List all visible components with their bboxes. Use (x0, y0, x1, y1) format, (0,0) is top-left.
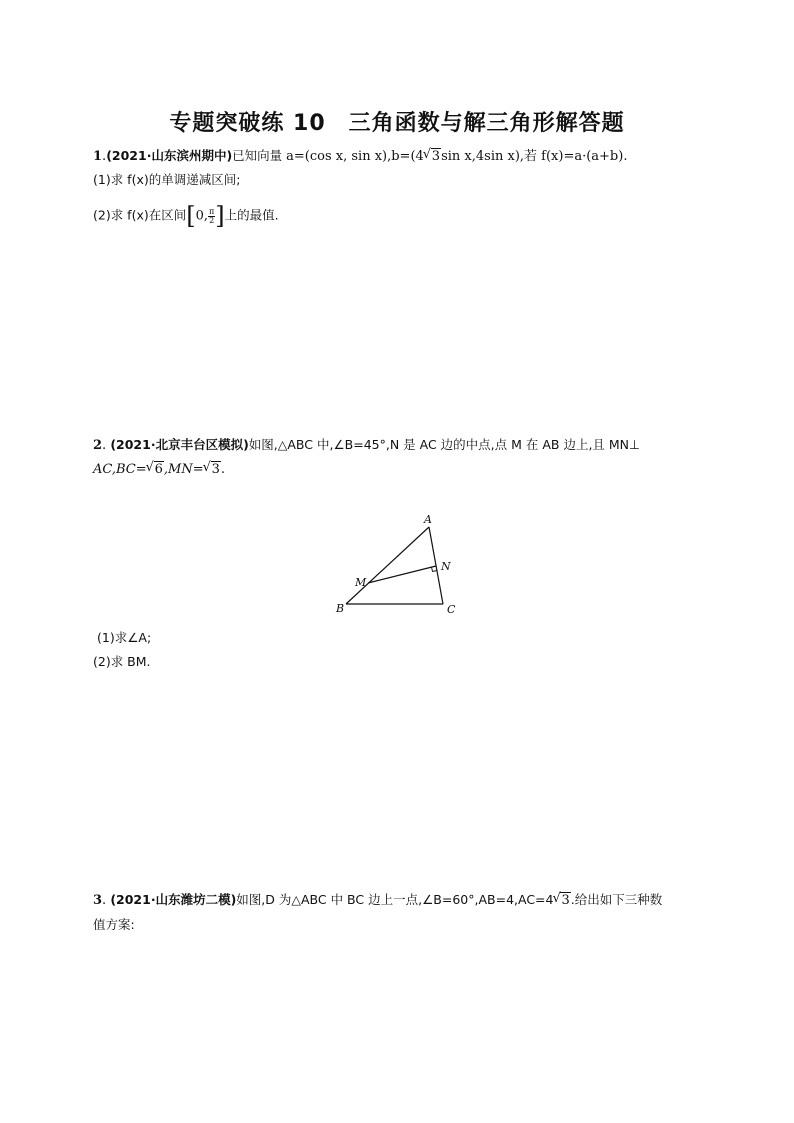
problem-2-part-2: (2)求 BM. (93, 654, 151, 669)
problem-2-source: (2021·北京丰台区模拟) (110, 437, 249, 452)
problem-2-line-1: 如图,△ABC 中,∠B=45°,N 是 AC 边的中点,点 M 在 AB 边上,且 MN⊥ (248, 437, 640, 452)
label-b: B (336, 602, 345, 615)
label-c: C (447, 603, 456, 616)
problem-1-vector-b: sin x,4sin x),若 (441, 149, 542, 164)
problem-1-stem-text: 已知向量 (232, 148, 287, 163)
problem-1-part-1: (1)求 f(x)的单调递减区间; (93, 172, 241, 187)
triangle-figure (330, 508, 470, 618)
sqrt-symbol: √ 3 (553, 892, 570, 910)
problem-1-part-2-tail: 上的最值. (224, 207, 279, 223)
problem-1-part-2 (93, 202, 279, 230)
problem-1-function: f(x)=a·(a+b). (541, 149, 628, 164)
problem-3-line-1: 如图,D 为△ABC 中 BC 边上一点,∠B=60°,AB=4,AC=4 (236, 892, 554, 907)
sqrt-symbol: √ 6 (147, 461, 164, 479)
problem-2-part-1: (1)求∠A; (97, 630, 152, 645)
problem-1-vector-a: a=(cos x, sin x),b=(4 (286, 149, 424, 164)
page-title: 专题突破练 10 三角函数与解三角形解答题 (169, 111, 625, 136)
label-n: N (441, 560, 451, 573)
interval-expression: [0, $\frac{\pi}{2}$ ] (186, 202, 225, 230)
problem-3-line-2: 值方案: (93, 917, 135, 932)
label-m: M (355, 576, 367, 589)
problem-2-stem-line-2: AC,BC=√ 6,MN=√ 3. (93, 461, 225, 479)
problem-1-source: (2021·山东滨州期中) (106, 148, 233, 163)
side-ab (346, 527, 429, 604)
problem-1-part-2-text: (2)求 f(x)在区间 (93, 207, 187, 223)
problem-2-stem: 2. (2021·北京丰台区模拟)如图,△ABC 中,∠B=45°,N 是 AC 边的中点,点 M 在 AB 边上,且 MN⊥ (93, 437, 640, 453)
label-a: A (424, 513, 432, 526)
problem-3-source: (2021·山东潍坊二模) (110, 892, 237, 907)
problem-2-number: 2 (93, 438, 103, 453)
problem-3-number: 3 (93, 893, 103, 908)
sqrt-symbol: √ 3 (204, 461, 221, 479)
problem-1-stem: 1.(2021·山东滨州期中)已知向量 a=(cos x, sin x),b=(4√ 3sin x,4sin x),若 f(x)=a·(a+b). (93, 147, 627, 166)
sqrt-symbol: √ 3 (424, 148, 441, 166)
fraction-pi-over-2: $\frac{\pi}{2}$ (209, 206, 215, 225)
problem-3-stem: 3. (2021·山东潍坊二模)如图,D 为△ABC 中 BC 边上一点,∠B=60°,AB=4,AC=4√ 3.给出如下三种数 (93, 891, 662, 910)
problem-1-number: 1 (93, 149, 103, 164)
